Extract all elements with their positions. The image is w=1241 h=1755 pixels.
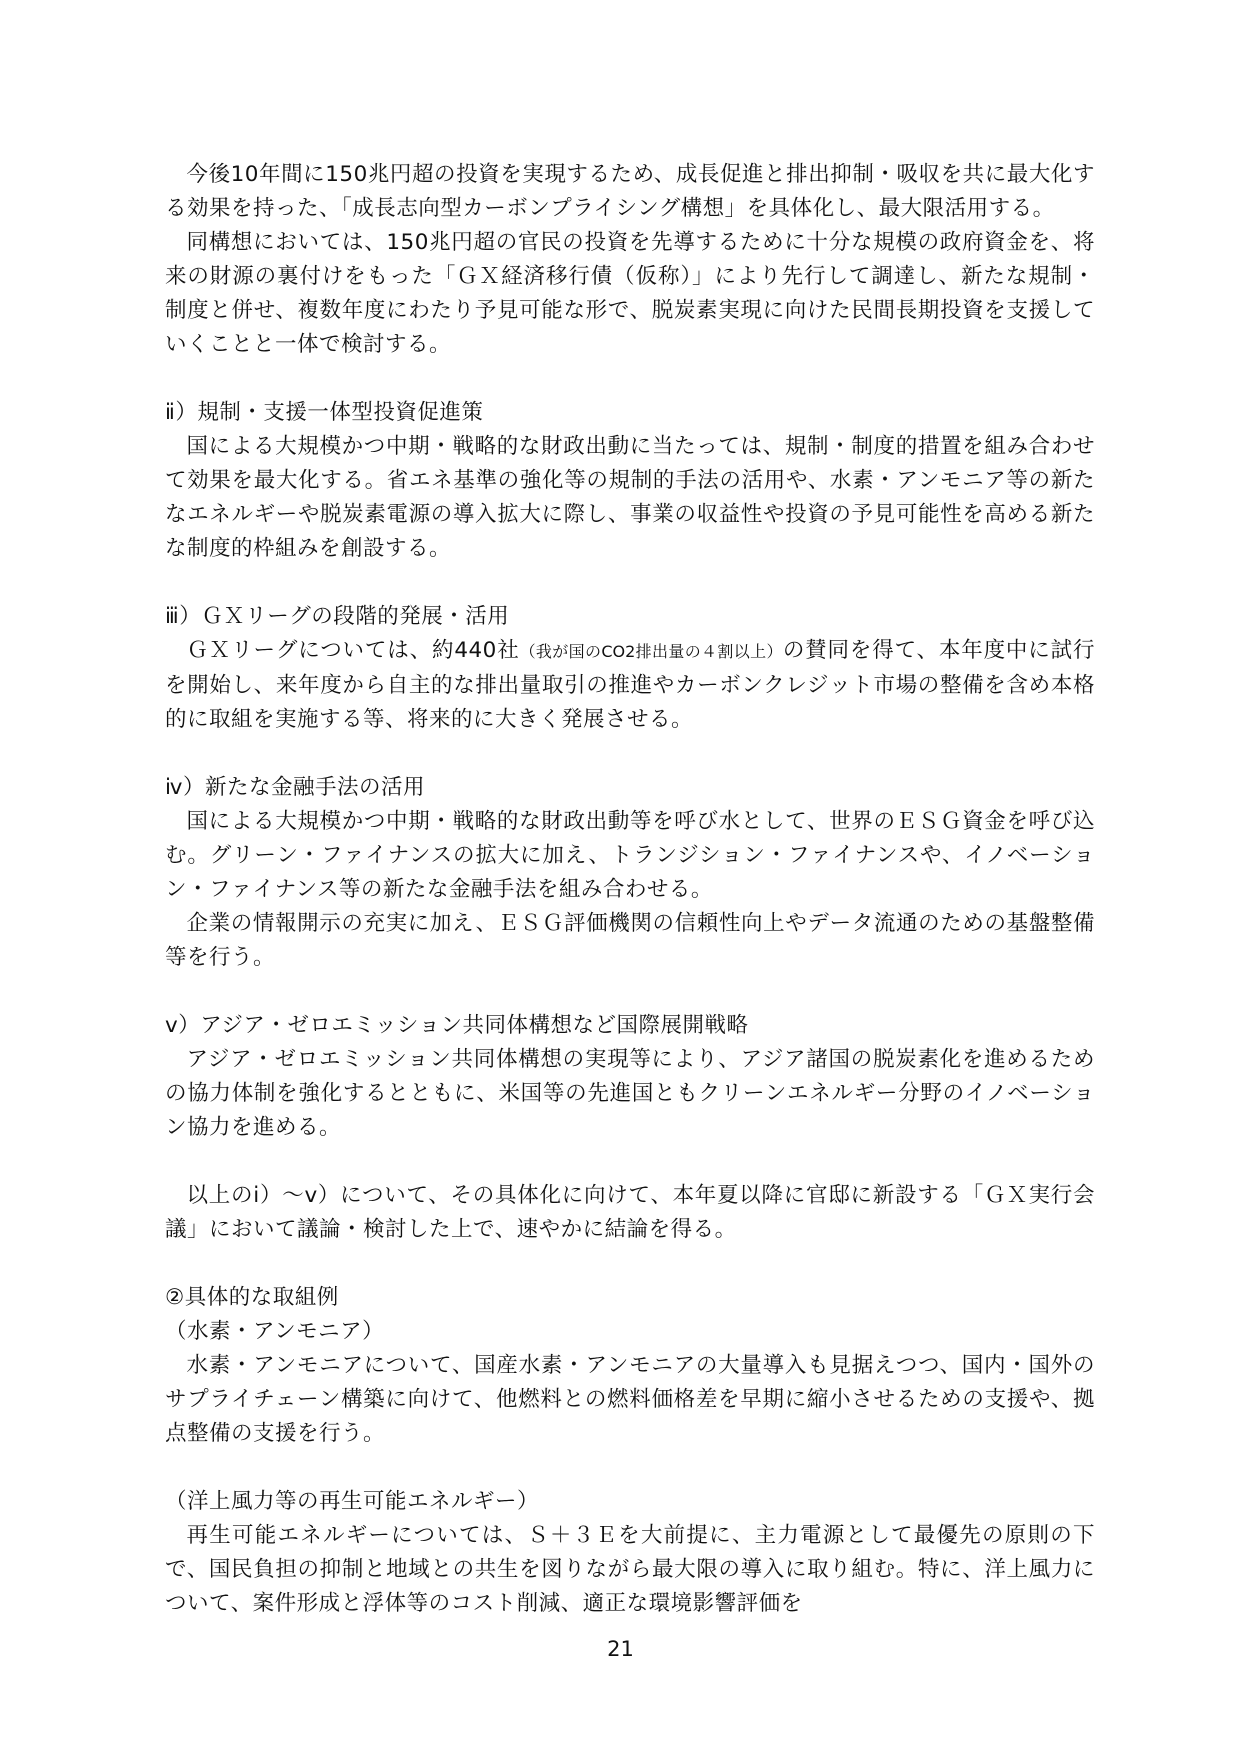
heading-examples: ②具体的な取組例 — [165, 1285, 339, 1310]
paragraph-regulation-support: 国による大規模かつ中期・戦略的な財政出動に当たっては、規制・制度的措置を組み合わせて効果を最大化する。省エネ基準の強化等の規制的手法の活用や、水素・アンモニア等の新たなエネルギーや脱炭素電源の導入拡大に際し、事業の収益性や投資の予見可能性を高める新たな制度的枠組みを創設する。 — [165, 434, 1095, 561]
heading-gx-league: ⅲ）ＧＸリーグの段階的発展・活用 — [165, 604, 510, 629]
paragraph-hydrogen: 水素・アンモニアについて、国産水素・アンモニアの大量導入も見据えつつ、国内・国外のサプライチェーン構築に向けて、他燃料との燃料価格差を早期に縮小させるための支援や、拠点整備の支援を行う。 — [165, 1353, 1095, 1446]
spacer — [165, 1145, 1095, 1179]
paragraph-renewable: 再生可能エネルギーについては、Ｓ＋３Ｅを大前提に、主力電源として最優先の原則の下で、国民負担の抑制と地域との共生を図りながら最大限の導入に取り組む。特に、洋上風力について、案件形成と浮体等のコスト削減、適正な環境影響評価を — [165, 1523, 1095, 1616]
subheading-renewable: （洋上風力等の再生可能エネルギー） — [165, 1489, 540, 1514]
spacer — [165, 1247, 1095, 1281]
spacer — [165, 566, 1095, 600]
paragraph-asia-zero-emission: アジア・ゼロエミッション共同体構想の実現等により、アジア諸国の脱炭素化を進めるための協力体制を強化するとともに、米国等の先進国ともクリーンエネルギー分野のイノベーション協力を進める。 — [165, 1047, 1095, 1140]
document-body — [165, 158, 1095, 1621]
gx-league-text-a: ＧＸリーグについては、約440社 — [186, 638, 520, 663]
heading-regulation-support: ⅱ）規制・支援一体型投資促進策 — [165, 400, 484, 425]
paragraph-gx-league — [165, 634, 1095, 737]
paragraph-carbon-pricing: 今後10年間に150兆円超の投資を実現するため、成長促進と排出抑制・吸収を共に最大化する効果を持った、「成長志向型カーボンプライシング構想」を具体化し、最大限活用する。 — [165, 162, 1095, 221]
paragraph-gx-bond: 同構想においては、150兆円超の官民の投資を先導するために十分な規模の政府資金を、将来の財源の裏付けをもった「ＧＸ経済移行債（仮称）」により先行して調達し、新たな規制・制度と併せ、複数年度にわたり予見可能な形で、脱炭素実現に向けた民間長期投資を支援していくことと一体で検討する。 — [165, 230, 1095, 357]
spacer — [165, 737, 1095, 771]
heading-finance: ⅳ）新たな金融手法の活用 — [165, 775, 425, 800]
paragraph-gx-council: 以上のⅰ）～ⅴ）について、その具体化に向けて、本年夏以降に官邸に新設する「ＧＸ実行会議」において議論・検討した上で、速やかに結論を得る。 — [165, 1183, 1095, 1242]
gx-league-text-b: の賛同を得て、本年度中に試行を開始し、来年度から自主的な排出量取引の推進やカーボンクレジット市場の整備を含め本格的に取組を実施する等、将来的に大きく発展させる。 — [165, 638, 1095, 732]
subheading-hydrogen: （水素・アンモニア） — [165, 1319, 385, 1344]
spacer — [165, 975, 1095, 1009]
paragraph-esg-finance: 国による大規模かつ中期・戦略的な財政出動等を呼び水として、世界のＥＳＧ資金を呼び込む。グリーン・ファイナンスの拡大に加え、トランジション・ファイナンスや、イノベーション・ファイナンス等の新たな金融手法を組み合わせる。 — [165, 809, 1095, 902]
heading-asia-zero-emission: ⅴ）アジア・ゼロエミッション共同体構想など国際展開戦略 — [165, 1013, 749, 1038]
spacer — [165, 1451, 1095, 1485]
spacer — [165, 362, 1095, 396]
page-number: 21 — [607, 1637, 634, 1661]
gx-league-note: （我が国のCO2排出量の４割以上） — [519, 642, 783, 661]
paragraph-disclosure: 企業の情報開示の充実に加え、ＥＳＧ評価機関の信頼性向上やデータ流通のための基盤整備等を行う。 — [165, 911, 1095, 970]
